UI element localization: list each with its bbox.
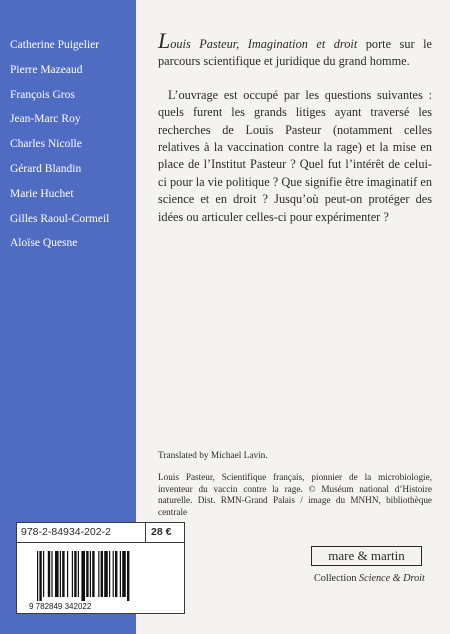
author-name: Pierre Mazeaud [10, 63, 83, 76]
author-name: Catherine Puigelier [10, 39, 100, 51]
barcode-digits: 9 782849 342022 [29, 602, 92, 611]
barcode-bars [37, 551, 129, 601]
barcode-bar [120, 551, 121, 597]
collection-prefix: Collection [314, 573, 359, 584]
barcode-bar [127, 551, 129, 601]
barcode-bar [113, 551, 114, 597]
image-credits: Louis Pasteur, Scientifique français, pionnier de la microbiologie, inventeur du vaccin contre la rage. © Muséum national d’Histoire naturelle. Dist. RMN-Grand Palais / image du MNHN, bibliothèque centrale [158, 472, 432, 517]
description-paragraph: L’ouvrage est occupé par les questions suivantes : quels furent les grands litiges ayant traversé les recherches de Louis Pasteur (notamment celles relatives à la vaccination contre la rage) et la mise en place de l’Institut Pasteur ? Quel fut l’intérêt de celui-ci pour la vie politique ? Que signifie être imaginatif en science et en droit ? Jusqu’où peut-on protéger des idées ou articuler celles-ci pour expérimenter ? [158, 87, 432, 224]
barcode-bar [48, 551, 50, 597]
barcode-bar [37, 551, 38, 601]
author-name: Gérard Blandin [10, 162, 82, 175]
translator-credit: Translated by Michael Lavin. [158, 451, 268, 461]
drop-initial: L [158, 28, 171, 53]
publisher-logo: mare & martin [311, 546, 422, 566]
barcode-bar [67, 551, 68, 597]
barcode-bar [81, 551, 85, 601]
barcode-bar [86, 551, 88, 597]
barcode-bar [60, 551, 61, 597]
barcode-bar [101, 551, 103, 597]
isbn-number: 978-2-84934-202-2 [21, 526, 111, 538]
back-cover-text [158, 28, 432, 226]
price-divider [145, 523, 146, 542]
barcode-bar [51, 551, 52, 597]
barcode-header [17, 523, 184, 543]
barcode-bar [39, 551, 41, 601]
author-name: Charles Nicolle [10, 138, 82, 151]
barcode-bar [122, 551, 126, 597]
author-list [10, 38, 109, 261]
barcode-image [29, 549, 175, 611]
barcode-bar [104, 551, 108, 597]
author-name: Gilles Raoul-Cormeil [10, 212, 110, 225]
barcode-bar [90, 551, 91, 597]
barcode-bar [109, 551, 110, 597]
barcode-bar [43, 551, 44, 597]
collection-label [314, 573, 425, 584]
author-name: Aloïse Quesne [10, 237, 78, 250]
author-name: François Gros [10, 88, 75, 101]
price-label: 28 € [151, 526, 172, 538]
intro-text: porte sur le parcours scientifique et juridique du grand homme. [158, 37, 432, 69]
collection-series: Science & Droit [359, 573, 425, 584]
author-name: Jean-Marc Roy [10, 113, 81, 126]
barcode-bar [62, 551, 64, 597]
intro-paragraph [158, 28, 432, 71]
barcode-bar [78, 551, 79, 597]
barcode-bar [92, 551, 94, 597]
barcode-bar [55, 551, 59, 597]
barcode-bar [72, 551, 73, 597]
barcode-bar [115, 551, 117, 597]
barcode-bar [98, 551, 99, 597]
barcode-bar [74, 551, 76, 597]
book-title: ouis Pasteur, Imagination et droit [170, 37, 358, 51]
author-name: Marie Huchet [10, 187, 74, 200]
barcode-block [16, 522, 185, 614]
